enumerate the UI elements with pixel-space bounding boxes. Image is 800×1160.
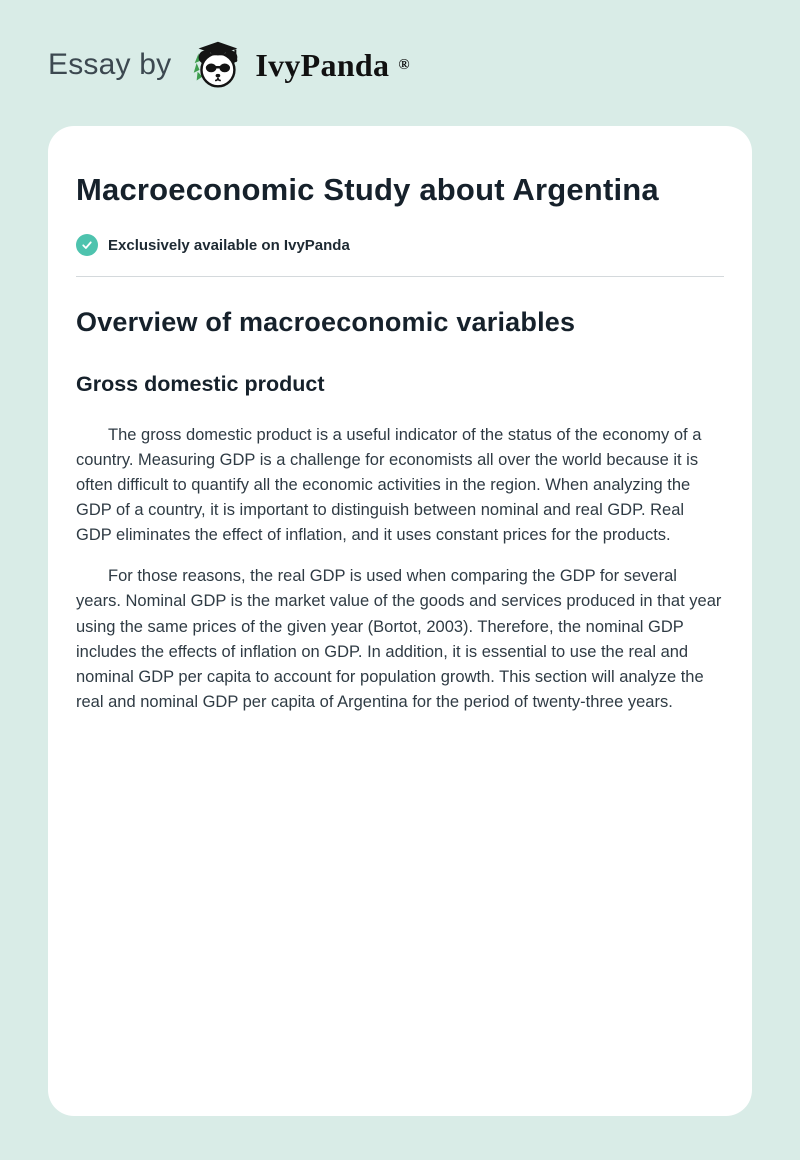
checkmark-icon	[76, 234, 98, 256]
sub-heading: Gross domestic product	[76, 372, 325, 396]
essay-card	[48, 126, 752, 1116]
paragraph-1: The gross domestic product is a useful indicator of the status of the economy of a country. Measuring GDP is a challenge for economists all over the world because it is often difficult to quantify all the economic activities in the region. When analyzing the GDP of a country, it is important to distinguish between nominal and real GDP. Real GDP eliminates the effect of inflation, and it uses constant prices for the products.	[76, 426, 702, 545]
availability-label: Exclusively available on IvyPanda	[108, 236, 350, 254]
essay-by-label: Essay by	[48, 48, 172, 81]
availability-row	[76, 234, 724, 256]
registered-trademark: ®	[398, 56, 410, 73]
ivypanda-brand-link[interactable]	[185, 34, 409, 96]
paragraph-2: For those reasons, the real GDP is used when comparing the GDP for several years. Nominal GDP is the market value of the goods and services produced in that year using the same prices of the given year (Bortot, 2003). Therefore, the nominal GDP includes the effects of inflation on GDP. In addition, it is essential to use the real and nominal GDP per capita to account for population growth. This section will analyze the real and nominal GDP per capita of Argentina for the period of twenty-three years.	[76, 567, 722, 711]
page-title: Macroeconomic Study about Argentina	[76, 172, 659, 207]
site-header	[0, 0, 800, 122]
divider	[76, 276, 724, 277]
panda-logo-icon	[185, 34, 247, 96]
section-heading: Overview of macroeconomic variables	[76, 307, 576, 337]
brand-wordmark: IvyPanda	[255, 46, 390, 83]
